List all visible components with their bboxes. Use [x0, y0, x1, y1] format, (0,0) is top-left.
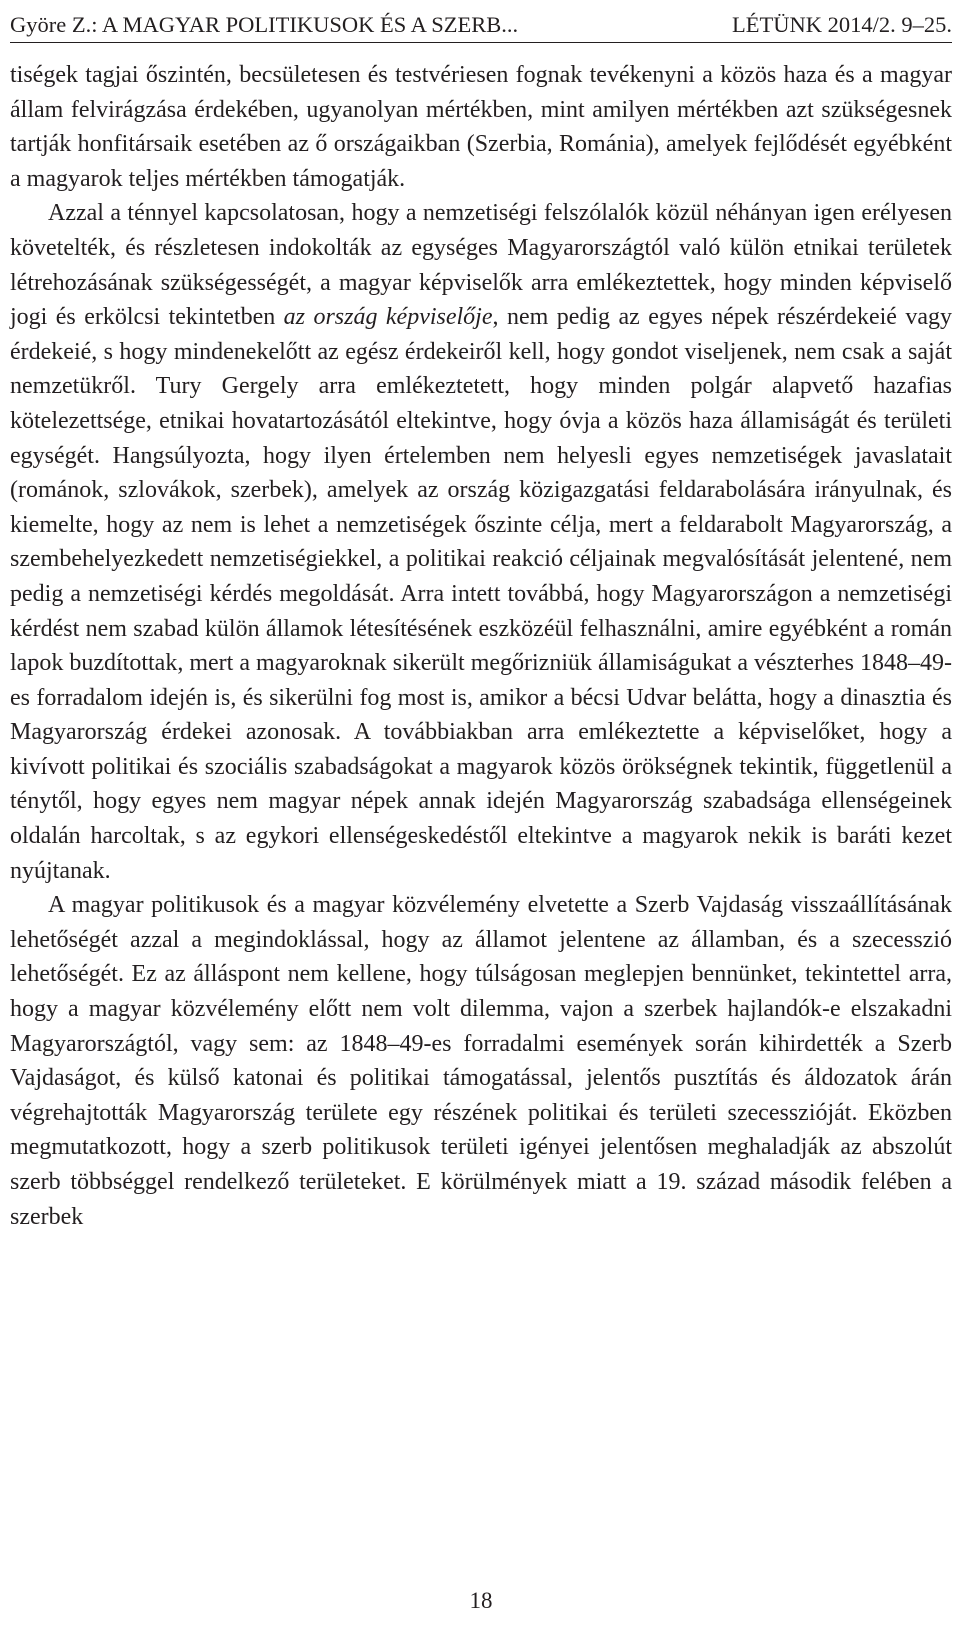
page-number: 18	[469, 1588, 493, 1613]
emphasis-text: az ország képviselője	[283, 304, 493, 331]
running-header-title: Györe Z.: A MAGYAR POLITIKUSOK ÉS A SZERB...	[10, 12, 519, 37]
paragraph-text: Azzal a ténnyel kapcsolatosan, hogy a nemzetiségi felszólalók közül néhányan igen erélyesen követelték, és részletesen indokolták az egységes Magyarországtól való külön etnikai területek létrehozásának szükségességét, a magyar képviselők arra emlékeztettek, hogy minden képviselő jogi és erkölcsi tekintetben	[10, 200, 952, 331]
running-header	[10, 8, 952, 43]
running-header-citation: LÉTÜNK 2014/2. 9–25.	[732, 12, 952, 37]
paragraph-serb-vojvodina: A magyar politikusok és a magyar közvélemény elvetette a Szerb Vajdaság visszaállításának lehetőségét azzal a megindoklással, hogy az államot jelentene az államban, és a szecesszió lehetőségét. Ez az álláspont nem kellene, hogy túlságosan meglepjen bennünket, tekintettel arra, hogy a magyar közvélemény előtt nem volt dilemma, vajon a szerbek hajlandók-e elszakadni Magyarországtól, vagy sem: az 1848–49-es forradalmi események során kihirdették a Szerb Vajdaságot, és külső katonai és politikai támogatással, jelentős pusztítás és áldozatok árán végrehajtották Magyarország területe egy részének politikai és területi szecesszióját. Eközben megmutatkozott, hogy a szerb politikusok területi igényei jelentősen meghaladják az abszolút szerb többséggel rendelkező területeket. E körülmények miatt a 19. század második felében a szerbek	[10, 892, 952, 1230]
body-text	[10, 58, 952, 1234]
paragraph-continuation: tiségek tagjai őszintén, becsületesen és testvériesen fognak tevékenyni a közös haza és a magyar állam felvirágzása érdekében, ugyanolyan mértékben, mint amilyen mértékben azt szükségesnek tartják honfitársaik esetében az ő országaikban (Szerbia, Románia), amelyek fejlődését egyébként a magyarok teljes mértékben támogatják.	[10, 62, 952, 192]
paragraph-representatives	[10, 196, 952, 888]
paragraph-text: , nem pedig az egyes népek részérdekeié vagy érdekeié, s hogy mindenekelőtt az egész érdekeiről kell, hogy gondot viseljenek, nem csak a saját nemzetükről. Tury Gergely arra emlékeztetett, hogy minden polgár alapvető hazafias kötelezettsége, etnikai hovatartozásától eltekintve, hogy óvja a közös haza államiságát és területi egységét. Hangsúlyozta, hogy ilyen értelemben nem helyesli egyes nemzetiségek javaslatait (románok, szlovákok, szerbek), amelyek az ország közigazgatási feldarabolására irányulnak, és kiemelte, hogy az nem is lehet a nemzetiségek őszinte célja, mert a feldarabolt Magyarország, a szembehelyezkedett nemzetiségiekkel, a politikai reakció céljainak megvalósítását jelentené, nem pedig a nemzetiségi kérdés megoldását. Arra intett továbbá, hogy Magyarországon a nemzetiségi kérdést nem szabad külön államok létesítésének eszközéül felhasználni, amire egyébként a román lapok buzdítottak, mert a magyaroknak sikerült megőrizniük államiságukat a vészterhes 1848–49-es forradalom idején is, és sikerülni fog most is, amikor a bécsi Udvar belátta, hogy a dinasztia és Magyarország érdekei azonosak. A továbbiakban arra emlékeztette a képviselőket, hogy a kivívott politikai és szociális szabadságokat a magyarok közös örökségnek tekintik, függetlenül a ténytől, hogy egyes nem magyar népek annak idején Magyarország szabadsága ellenségeinek oldalán harcoltak, s az egykori ellenségeskedéstől eltekintve a magyarok nekik is baráti kezet nyújtanak.	[10, 304, 953, 884]
document-page	[10, 0, 952, 1639]
